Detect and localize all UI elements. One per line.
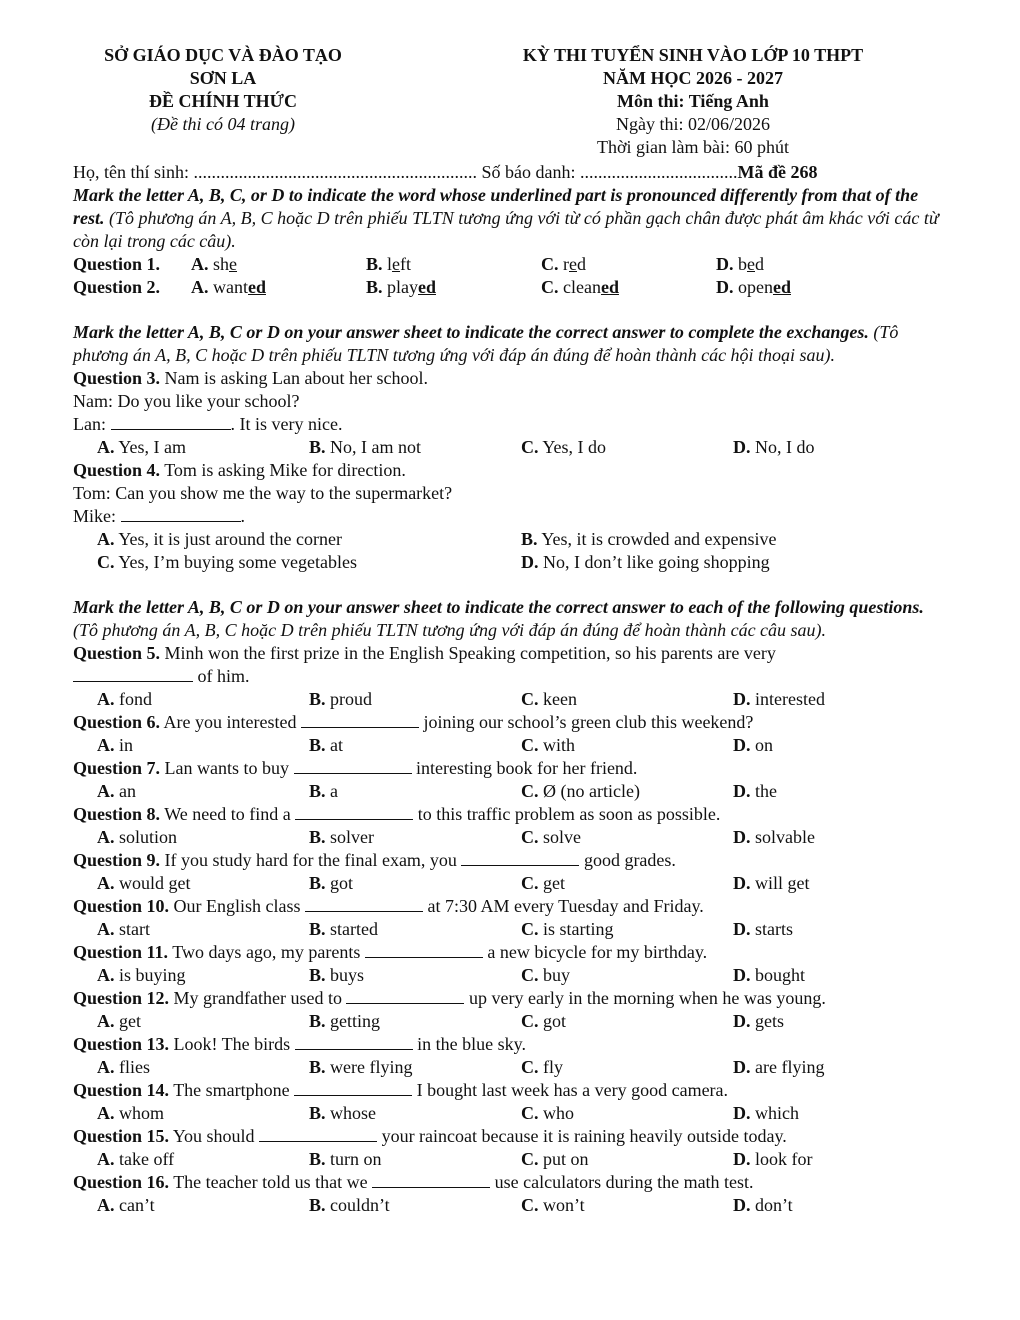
question-3-options [73,436,943,459]
candidate-line [73,161,943,184]
question-12-options [73,1010,943,1033]
question-4-options [73,528,943,551]
instruction-translation: (Tô phương án A, B, C hoặc D trên phiếu TLTN tương ứng với từ có phần gạch chân được phát âm khác với các từ còn lại trong các câu). [73,208,939,251]
dialogue-line: Lan: . It is very nice. [73,414,343,434]
answer-blank[interactable] [365,941,483,958]
instruction-translation: (Tô phương án A, B, C hoặc D trên phiếu TLTN tương ứng với đáp án đúng để hoàn thành các câu sau). [73,620,827,640]
option-a[interactable]: A. solution [97,827,178,847]
option-a[interactable]: A. Yes, it is just around the corner [97,529,342,549]
id-field[interactable]: ................................... [580,162,738,182]
question-label: Question 2. [73,277,161,297]
option-c[interactable]: C. cleaned [541,277,619,297]
option-a[interactable]: A. an [97,781,136,801]
option-d[interactable]: D. on [733,735,773,755]
question-7: Question 7. Lan wants to buy interesting book for her friend. [73,758,638,778]
question-14: Question 14. The smartphone I bought last week has a very good camera. [73,1080,729,1100]
option-c[interactable]: C. get [521,873,565,893]
exam-header [73,44,943,161]
option-b[interactable]: B. turn on [309,1149,382,1169]
question-13-options [73,1056,943,1079]
option-b[interactable]: B. got [309,873,354,893]
option-c[interactable]: C. put on [521,1149,589,1169]
option-b[interactable]: B. a [309,781,339,801]
exam-duration: Thời gian làm bài: 60 phút [597,137,789,157]
header-right [453,44,933,159]
question-13: Question 13. Look! The birds in the blue sky. [73,1034,526,1054]
answer-blank[interactable] [294,1079,412,1096]
option-b[interactable]: B. were flying [309,1057,413,1077]
option-a[interactable]: A. flies [97,1057,150,1077]
option-b[interactable]: B. Yes, it is crowded and expensive [521,529,777,549]
question-6-options [73,734,943,757]
option-d[interactable]: D. bed [716,254,764,274]
question-15-options [73,1148,943,1171]
id-label: Số báo danh: [481,162,576,182]
option-d[interactable]: D. don’t [733,1195,793,1215]
option-b[interactable]: B. left [366,254,412,274]
option-a[interactable]: A. can’t [97,1195,155,1215]
instruction-text: Mark the letter A, B, C, or D to indicate the word whose underlined part is pronounced differently from that of the rest. [73,185,919,228]
question-3: Question 3. Nam is asking Lan about her school. [73,368,428,388]
option-b[interactable]: B. proud [309,689,373,709]
instruction-text: Mark the letter A, B, C or D on your answer sheet to indicate the correct answer to each of the following questions. [73,597,924,617]
question-16-options [73,1194,943,1217]
option-c[interactable]: C. won’t [521,1195,585,1215]
answer-blank[interactable] [305,895,423,912]
option-a[interactable]: A. would get [97,873,191,893]
question-4-options [73,551,943,574]
answer-blank[interactable] [295,803,413,820]
question-2 [73,276,943,299]
answer-blank[interactable] [111,413,231,430]
question-9-options [73,872,943,895]
answer-blank[interactable] [372,1171,490,1188]
option-d[interactable]: D. are flying [733,1057,825,1077]
question-10-options [73,918,943,941]
answer-blank[interactable] [259,1125,377,1142]
answer-blank[interactable] [295,1033,413,1050]
question-5-cont: of him. [73,665,943,688]
question-9: Question 9. If you study hard for the final exam, you good grades. [73,850,676,870]
option-a[interactable]: A. whom [97,1103,164,1123]
answer-blank[interactable] [301,711,419,728]
department-name: SỞ GIÁO DỤC VÀ ĐÀO TẠO [104,45,342,65]
dialogue-line: Nam: Do you like your school? [73,391,300,411]
option-c[interactable]: C. Yes, I do [521,437,607,457]
question-11: Question 11. Two days ago, my parents a new bicycle for my birthday. [73,942,708,962]
question-5: Question 5. Minh won the first prize in the English Speaking competition, so his parents are very [73,643,776,663]
section3-instruction [73,596,943,642]
exam-page [73,44,943,1217]
option-d[interactable]: D. No, I do [733,437,815,457]
question-10: Question 10. Our English class at 7:30 AM every Tuesday and Friday. [73,896,704,916]
option-b[interactable]: B. No, I am not [309,437,421,457]
option-c[interactable]: C. who [521,1103,574,1123]
option-d[interactable]: D. the [733,781,777,801]
option-c[interactable]: C. buy [521,965,570,985]
option-a[interactable]: A. in [97,735,134,755]
option-d[interactable]: D. gets [733,1011,784,1031]
exam-code: Mã đề 268 [737,162,818,182]
instruction-translation: (Tô phương án A, B, C hoặc D trên phiếu TLTN tương ứng với đáp án đúng để hoàn thành các hội thoại sau). [73,322,899,365]
option-b[interactable]: B. couldn’t [309,1195,390,1215]
option-d[interactable]: D. which [733,1103,799,1123]
exam-date: Ngày thi: 02/06/2026 [616,114,770,134]
option-a[interactable]: A. is buying [97,965,186,985]
question-11-options [73,964,943,987]
question-1 [73,253,943,276]
option-a[interactable]: A. start [97,919,150,939]
option-b[interactable]: B. played [366,277,437,297]
option-d[interactable]: D. look for [733,1149,813,1169]
option-a[interactable]: A. wanted [191,277,266,297]
option-d[interactable]: D. interested [733,689,825,709]
exam-title: KỲ THI TUYỂN SINH VÀO LỚP 10 THPT [522,45,864,65]
question-12: Question 12. My grandfather used to up very early in the morning when he was young. [73,988,826,1008]
question-8: Question 8. We need to find a to this traffic problem as soon as possible. [73,804,721,824]
option-a[interactable]: A. Yes, I am [97,437,187,457]
answer-blank[interactable] [73,665,193,682]
option-b[interactable]: B. getting [309,1011,381,1031]
option-b[interactable]: B. started [309,919,378,939]
option-d[interactable]: D. starts [733,919,793,939]
option-c[interactable]: C. red [541,254,586,274]
option-c[interactable]: C. solve [521,827,581,847]
question-4: Question 4. Tom is asking Mike for direction. [73,460,406,480]
official-label: ĐỀ CHÍNH THỨC [148,91,298,111]
section1-instruction [73,184,943,253]
school-year: NĂM HỌC 2026 - 2027 [603,68,783,88]
option-c[interactable]: C. Yes, I’m buying some vegetables [97,552,357,572]
option-a[interactable]: A. she [191,254,238,274]
instruction-text: Mark the letter A, B, C or D on your answer sheet to indicate the correct answer to complete the exchanges. [73,322,869,342]
option-d[interactable]: D. bought [733,965,806,985]
name-label: Họ, tên thí sinh: [73,162,189,182]
question-15: Question 15. You should your raincoat because it is raining heavily outside today. [73,1126,787,1146]
dialogue-line: Tom: Can you show me the way to the supermarket? [73,483,453,503]
option-d[interactable]: D. No, I don’t like going shopping [521,552,770,572]
option-d[interactable]: D. solvable [733,827,815,847]
section2-instruction [73,321,943,367]
subject: Môn thi: Tiếng Anh [617,91,769,111]
option-b[interactable]: B. at [309,735,344,755]
option-c[interactable]: C. keen [521,689,577,709]
province-name: SƠN LA [189,68,257,88]
question-7-options [73,780,943,803]
option-a[interactable]: A. get [97,1011,141,1031]
option-c[interactable]: C. is starting [521,919,614,939]
question-5-options [73,688,943,711]
answer-blank[interactable] [121,505,241,522]
option-b[interactable]: B. buys [309,965,365,985]
option-c[interactable]: C. got [521,1011,567,1031]
header-left [73,44,373,136]
dialogue-line: Mike: . [73,506,245,526]
page-count-note: (Đề thi có 04 trang) [151,114,295,134]
option-d[interactable]: D. opened [716,277,791,297]
answer-blank[interactable] [461,849,579,866]
option-c[interactable]: C. Ø (no article) [521,781,640,801]
question-14-options [73,1102,943,1125]
question-8-options [73,826,943,849]
option-a[interactable]: A. take off [97,1149,175,1169]
option-c[interactable]: C. fly [521,1057,563,1077]
question-label: Question 1. [73,254,161,274]
question-16: Question 16. The teacher told us that we use calculators during the math test. [73,1172,754,1192]
answer-blank[interactable] [294,757,412,774]
option-c[interactable]: C. with [521,735,576,755]
option-b[interactable]: B. whose [309,1103,377,1123]
option-b[interactable]: B. solver [309,827,375,847]
answer-blank[interactable] [346,987,464,1004]
option-a[interactable]: A. fond [97,689,152,709]
name-field[interactable]: ............................................................... [193,162,477,182]
question-6: Question 6. Are you interested joining our school’s green club this weekend? [73,712,754,732]
option-d[interactable]: D. will get [733,873,810,893]
